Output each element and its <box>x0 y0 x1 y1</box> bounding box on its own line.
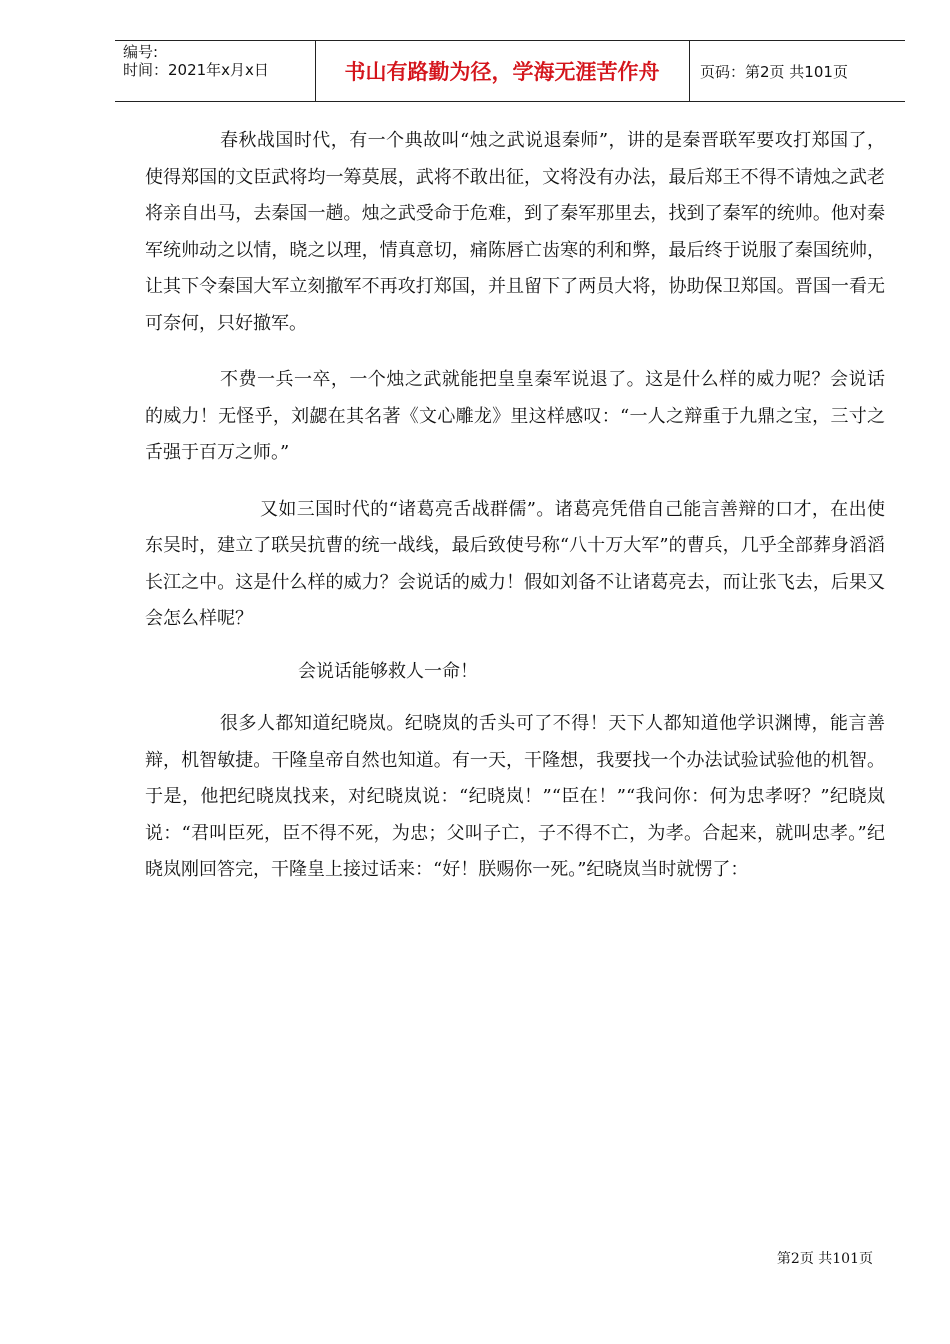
paragraph: 很多人都知道纪晓岚。纪晓岚的舌头可了不得！天下人都知道他学识渊博，能言善辩，机智敏捷。干隆皇帝自然也知道。有一天，干隆想，我要找一个办法试验试验他的机智。于是，他把纪晓岚找来，对纪晓岚说：“纪晓岚！”“臣在！”“我问你：何为忠孝呀？”纪晓岚说：“君叫臣死，臣不得不死，为忠；父叫子亡，子不得不亡，为孝。合起来，就叫忠孝。”纪晓岚刚回答完，干隆皇上接过话来：“好！朕赐你一死。”纪晓岚当时就愣了： <box>145 713 885 880</box>
header-page-number: 页码：第2页 共101页 <box>700 62 848 81</box>
page-header <box>115 40 905 102</box>
document-number-label: 编号: <box>123 43 159 61</box>
header-motto: 书山有路勤为径，学海无涯苦作舟 <box>315 41 690 101</box>
document-time-label: 时间：2021年x月x日 <box>123 61 269 79</box>
section-heading: 会说话能够救人一命！ <box>298 660 478 682</box>
page-footer: 第2页 共101页 <box>776 1251 873 1267</box>
document-body <box>145 123 885 889</box>
header-meta-cell <box>115 41 316 101</box>
paragraph: 不费一兵一卒，一个烛之武就能把皇皇秦军说退了。这是什么样的威力呢？会说话的威力！无怪乎，刘勰在其名著《文心雕龙》里这样感叹：“一人之辩重于九鼎之宝，三寸之舌强于百万之师。” <box>145 369 885 463</box>
paragraph: 春秋战国时代，有一个典故叫“烛之武说退秦师”，讲的是秦晋联军要攻打郑国了，使得郑国的文臣武将均一筹莫展，武将不敢出征，文将没有办法，最后郑王不得不请烛之武老将亲自出马，去秦国一趟。烛之武受命于危难，到了秦军那里去，找到了秦军的统帅。他对秦军统帅动之以情，晓之以理，情真意切，痛陈唇亡齿寒的利和弊，最后终于说服了秦国统帅，让其下令秦国大军立刻撤军不再攻打郑国，并且留下了两员大将，协助保卫郑国。晋国一看无可奈何，只好撤军。 <box>145 130 885 334</box>
paragraph: 又如三国时代的“诸葛亮舌战群儒”。诸葛亮凭借自己能言善辩的口才，在出使东吴时，建立了联吴抗曹的统一战线，最后致使号称“八十万大军”的曹兵，几乎全部葬身滔滔长江之中。这是什么样的威力？会说话的威力！假如刘备不让诸葛亮去，而让张飞去，后果又会怎么样呢？ <box>145 498 885 629</box>
